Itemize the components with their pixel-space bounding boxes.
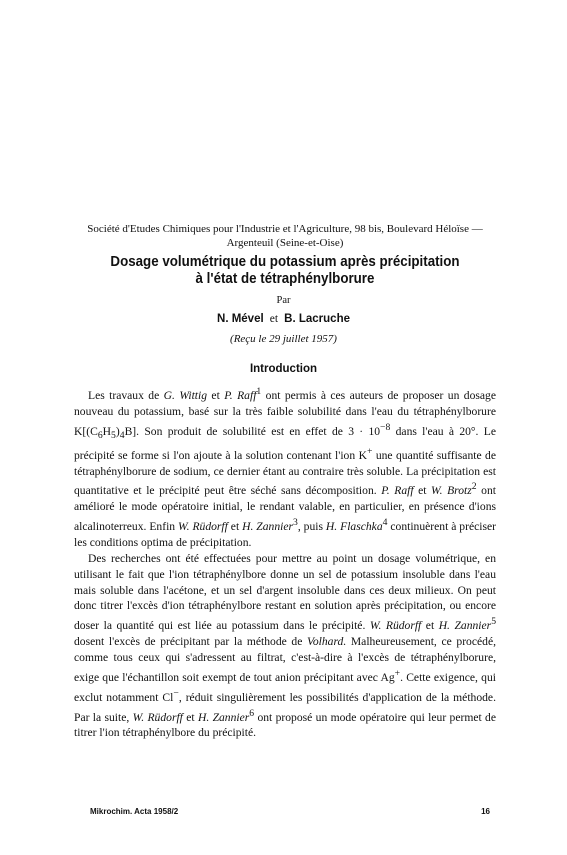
reference-number: 3 bbox=[293, 517, 298, 529]
reference-number: 6 bbox=[249, 707, 255, 719]
received-date: (Reçu le 29 juillet 1957) bbox=[230, 333, 337, 345]
section-heading: Introduction bbox=[249, 363, 318, 375]
author-citation: P. Raff bbox=[381, 484, 414, 498]
paragraph-2 bbox=[74, 551, 496, 741]
subscript: 4 bbox=[119, 429, 125, 441]
text-run: Malheureusement, ce procédé, comme tous ceux qui s'adressent au filtrat, c'est-à-dire à l'excès de tétraphénylborure, exige que l'échantillon soit exempt de tout anion précipitant avec Ag bbox=[74, 635, 496, 684]
text-run: ) bbox=[115, 424, 120, 438]
title-line-2: à l'état de tétraphénylborure bbox=[195, 271, 375, 287]
text-run: dosent l'excès de précipitant par la méthode de bbox=[74, 635, 308, 649]
body-text bbox=[74, 384, 496, 741]
subscript: 6 bbox=[97, 429, 103, 441]
text-run: et bbox=[227, 519, 243, 533]
author-citation: W. Rüdorff bbox=[132, 710, 183, 724]
text-run: Des recherches ont été effectuées pour mettre au point un dosage volumétrique, en utilisant le fait que l'ion tétraphénylbore donne un sel de potassium insoluble dans l'eau mais soluble dans l'acétone, et un sel d'argent insoluble dans ces deux milieux. On peut donc titrer l'excès d'ion tétraphénylbore restant en solution après précipitation, ou encore doser la quantité qui est liée au potassium dans le précipité. bbox=[74, 551, 496, 633]
subscript: 5 bbox=[111, 429, 116, 441]
author-citation: W. Brotz bbox=[431, 484, 472, 498]
text-run: . Cette exigence, qui exclut notamment Cl bbox=[74, 670, 496, 704]
author-citation: H. Zannier bbox=[242, 519, 294, 533]
reference-number: 1 bbox=[256, 386, 262, 397]
text-run: H bbox=[102, 424, 112, 438]
text-run: et bbox=[182, 710, 198, 724]
author-citation: W. Rüdorff bbox=[369, 619, 422, 633]
author-citation: H. Zannier bbox=[197, 710, 250, 724]
reference-number: 2 bbox=[471, 481, 477, 493]
author-citation: W. Rüdorff bbox=[178, 519, 228, 533]
by-label: Par bbox=[276, 295, 291, 306]
author-citation: H. Zannier bbox=[438, 619, 492, 633]
page-number: 16 bbox=[481, 807, 490, 816]
author-citation: G. Wittig bbox=[163, 388, 208, 402]
superscript: + bbox=[366, 445, 373, 457]
text-run: et bbox=[413, 484, 432, 498]
author-citation: P. Raff bbox=[224, 388, 257, 402]
text-run: continuèrent à préciser les conditions optima de précipitation. bbox=[74, 519, 496, 549]
text-run: ont permis à ces auteurs de proposer un dosage nouveau du potassium, basé sur la très faible solubilité dans l'eau du tétraphénylborure K[(C bbox=[74, 388, 496, 438]
text-run: B]. Son produit de solubilité est en effet de 3 · 10 bbox=[124, 424, 381, 438]
affiliation: Société d'Etudes Chimiques pour l'Industrie et l'Agriculture, 98 bis, Boulevard Héloïse — Argenteuil (Seine-et-Oise) bbox=[87, 223, 483, 249]
reference-number: 4 bbox=[382, 517, 388, 529]
text-run: une quantité suffisante de tétraphénylborure de sodium, ce dernier étant au contraire très soluble. La précipitation est quantitative et le précipité peut être séché sans décomposition. bbox=[74, 448, 496, 498]
text-run: et bbox=[207, 388, 225, 402]
superscript: − bbox=[173, 687, 179, 699]
text-run: ont proposé un mode opératoire qui leur permet de titrer l'ion tétraphénylbore du précipité. bbox=[74, 710, 496, 740]
journal-reference: Mikrochim. Acta 1958/2 bbox=[90, 807, 179, 816]
text-run: , puis bbox=[297, 519, 326, 533]
author-2: B. Lacruche bbox=[284, 313, 350, 325]
superscript: + bbox=[394, 667, 401, 679]
text-run: ont amélioré le mode opératoire initial, le rendant valable, en particulier, en présence d'ions alcalinoterreux. Enfin bbox=[74, 484, 496, 533]
author-conjunction: et bbox=[269, 313, 279, 325]
reference-number: 5 bbox=[491, 616, 497, 628]
author-1: N. Mével bbox=[217, 313, 264, 325]
paragraph-1 bbox=[74, 384, 496, 551]
page-footer bbox=[90, 807, 490, 816]
text-run: , réduit singulièrement les possibilités d'application de la méthode. Par la suite, bbox=[74, 690, 496, 724]
text-run: dans l'eau à 20°. Le précipité se forme si l'on ajoute à la solution contenant l'ion K bbox=[74, 424, 496, 462]
author-citation: Volhard. bbox=[307, 635, 347, 649]
superscript: −8 bbox=[380, 421, 391, 433]
author-citation: H. Flaschka bbox=[325, 519, 383, 533]
title-line-1: Dosage volumétrique du potassium après précipitation bbox=[110, 254, 460, 270]
article-title bbox=[78, 254, 492, 288]
text-run: Les travaux de bbox=[88, 388, 164, 402]
text-run: et bbox=[421, 619, 439, 633]
authors bbox=[0, 313, 567, 325]
